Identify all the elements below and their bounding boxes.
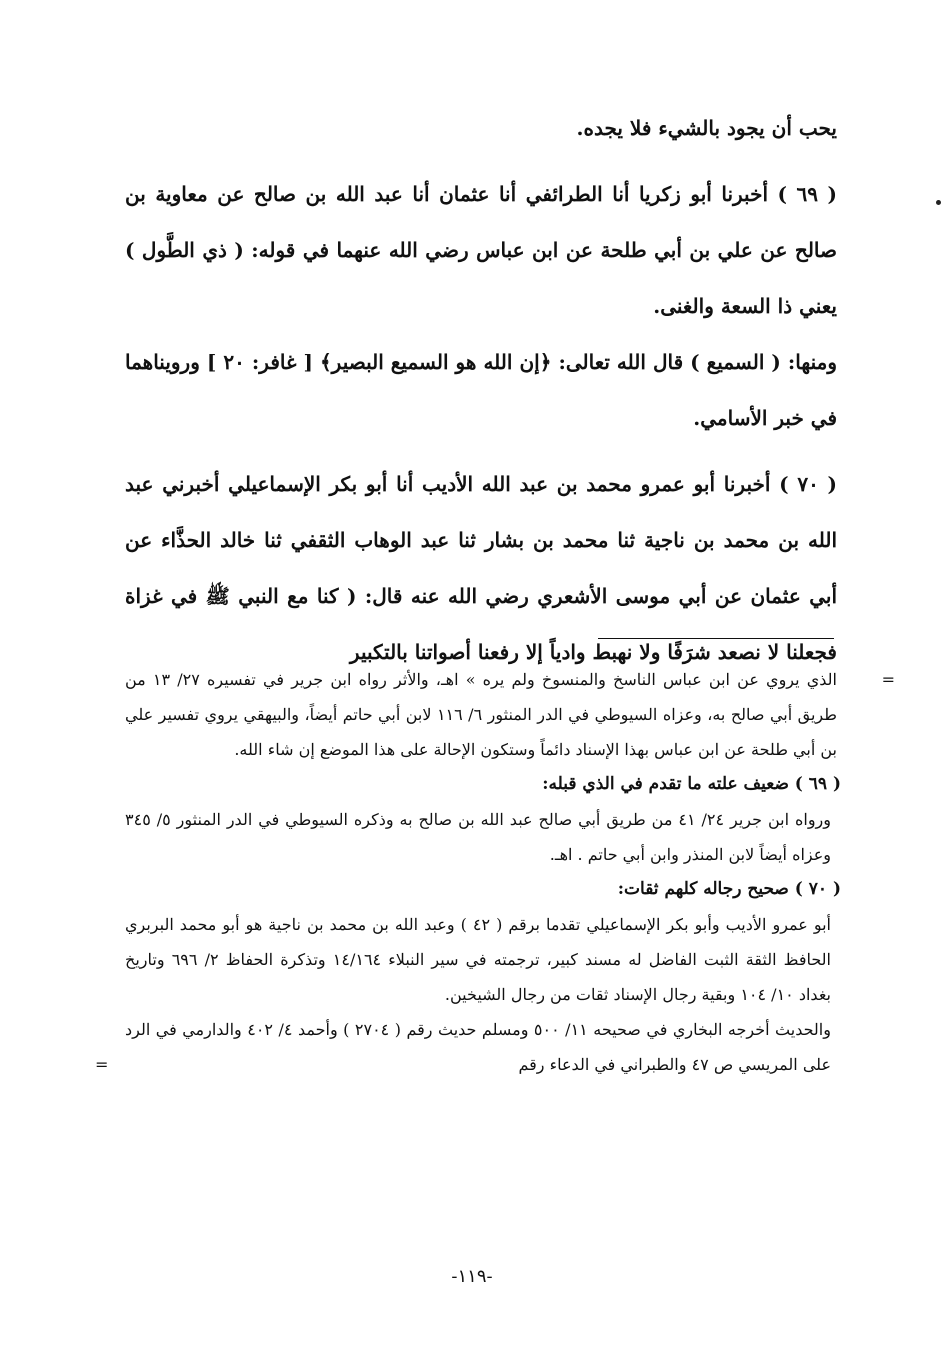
main-line-1: يحب أن يجود بالشيء فلا يجده. <box>576 116 837 140</box>
note-69-heading: ( ٦٩ ) ضعيف علته ما تقدم في الذي قبله: <box>542 774 841 794</box>
main-text-block <box>125 100 837 680</box>
continued-mark: = <box>95 1055 109 1074</box>
hadith-70-paragraph: ( ٧٠ ) أخبرنا أبو عمرو محمد بن عبد الله الأديب أنا أبو بكر الإسماعيلي أخبرني عبد الله بن محمد بن ناجية ثنا محمد بن بشار ثنا عبد الوهاب الثقفي ثنا خالد الحذَّاء عن أبي عثمان عن أبي موسى الأشعري رضي الله عنه قال: ( كنا مع النبي ﷺ في غزاة فجعلنا لا نصعد شرَفًا ولا نهبط وادياً إلا رفعنا أصواتنا بالتكبير <box>125 472 838 664</box>
note-70-body-2 <box>95 1012 837 1082</box>
footnote-continuation <box>125 662 895 767</box>
margin-speck <box>936 200 941 205</box>
note-70-heading: ( ٧٠ ) صحيح رجاله كلهم ثقات: <box>617 879 841 899</box>
footnote-continuation-text: الذي يروي عن ابن عباس الناسخ والمنسوخ ولم يره » اهـ، والأثر رواه ابن جرير في تفسيره ٢٧/ ١٣ من طريق أبي صالح به، وعزاه السيوطي في الدر المنثور ٦/ ١١٦ لابن أبي حاتم أيضاً، والبيهقي يروي تفسير علي بن أبي طلحة عن ابن عباس بهذا الإسناد دائماً وستكون الإحالة على هذا الموضع إن شاء الله. <box>125 670 837 759</box>
continuation-mark: = <box>881 670 895 689</box>
note-70-body-2-text: والحديث أخرجه البخاري في صحيحه ١١/ ٥٠٠ ومسلم حديث رقم ( ٢٧٠٤ ) وأحمد ٤/ ٤٠٢ والدارمي في الرد على المريسي ص ٤٧ والطبراني في الدعاء رقم <box>125 1020 831 1074</box>
note-70-body-1: أبو عمرو الأديب وأبو بكر الإسماعيلي تقدما برقم ( ٤٢ ) وعبد الله بن محمد بن ناجية هو أبو محمد البربري الحافظ الثقة الثبت الفاضل له مسند كبير، ترجمته في سير النبلاء ١٤/١٦٤ وتذكرة الحفاظ ٢/ ٦٩٦ وتاريخ بغداد ١٠/ ١٠٤ وبقية رجال الإسناد ثقات من رجال الشيخين. <box>125 915 832 1004</box>
sami-paragraph: ومنها: ( السميع ) قال الله تعالى: ﴿إن الله هو السميع البصير﴾ [ غافر: ٢٠ ] ورويناهما في خبر الأسامي. <box>125 350 837 430</box>
hadith-69-paragraph: ( ٦٩ ) أخبرنا أبو زكريا أنا الطرائفي أنا عثمان أنا عبد الله بن صالح عن معاوية بن صالح عن علي بن أبي طلحة عن ابن عباس رضي الله عنهما في قوله: ( ذي الطَّول ) يعني ذا السعة والغنى. <box>125 182 837 318</box>
footnotes-block <box>95 662 895 1082</box>
page-number: -١١٩- <box>451 1266 493 1287</box>
note-69-body: ورواه ابن جرير ٢٤/ ٤١ من طريق أبي صالح عبد الله بن صالح به وذكره السيوطي في الدر المنثور ٥/ ٣٤٥ وعزاه أيضاً لابن المنذر وابن أبي حاتم . اهـ. <box>125 810 831 864</box>
footnote-divider <box>598 638 834 639</box>
